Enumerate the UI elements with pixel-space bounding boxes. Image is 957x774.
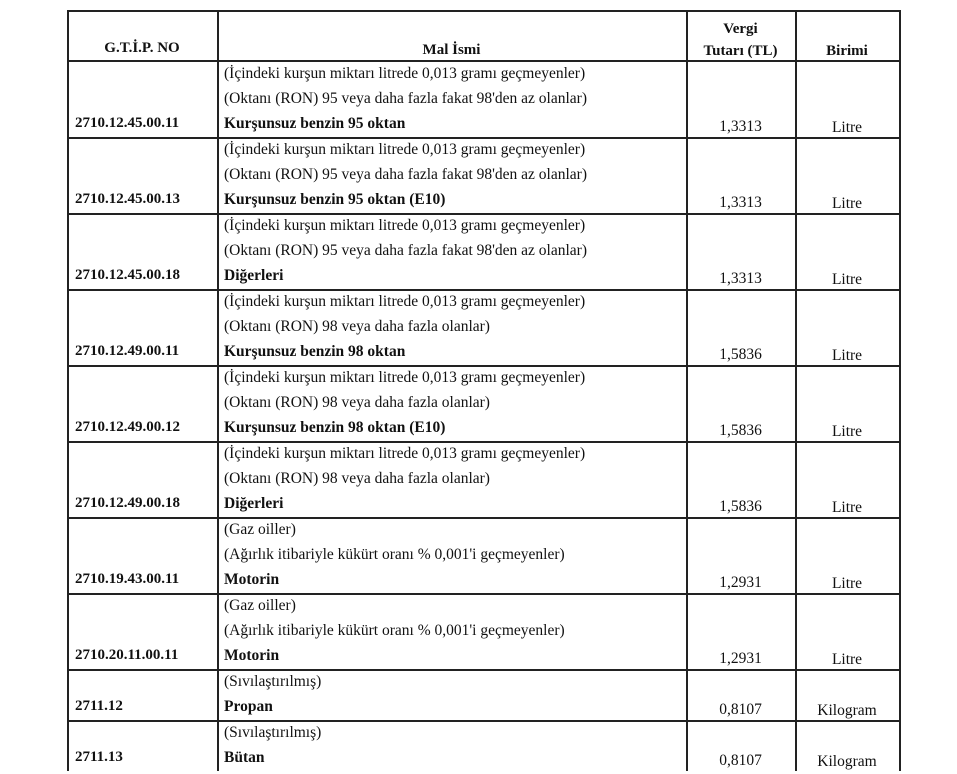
description-line: (Gaz oiller) [224, 521, 296, 538]
row-divider [67, 669, 901, 671]
tax-amount: 1,2931 [719, 650, 762, 667]
product-name: Diğerleri [224, 267, 284, 284]
gtip-code: 2711.12 [75, 698, 123, 714]
unit-value: Litre [831, 195, 863, 212]
description-line: (Gaz oiller) [224, 597, 296, 614]
gtip-code: 2710.12.49.00.12 [75, 419, 180, 435]
tax-amount: 1,5836 [719, 422, 762, 439]
gtip-code: 2710.12.49.00.18 [75, 495, 180, 511]
table-row [67, 213, 901, 289]
unit-value: Litre [831, 651, 863, 668]
tax-table [67, 10, 901, 771]
unit-value: Kilogram [817, 702, 877, 719]
tax-amount: 0,8107 [719, 701, 762, 718]
tax-amount: 1,3313 [719, 270, 762, 287]
description-line: (Oktanı (RON) 98 veya daha fazla olanlar) [224, 318, 490, 335]
description-line: (İçindeki kurşun miktarı litrede 0,013 gramı geçmeyenler) [224, 65, 586, 82]
row-divider [67, 137, 901, 139]
gtip-code: 2710.20.11.00.11 [75, 647, 179, 663]
unit-value: Litre [831, 347, 863, 364]
gtip-code: 2710.12.49.00.11 [75, 343, 180, 359]
table-row [67, 669, 901, 720]
description-line: (Ağırlık itibariyle kükürt oranı % 0,001'i geçmeyenler) [224, 622, 565, 639]
unit-value: Litre [831, 271, 863, 288]
table-row [67, 517, 901, 593]
unit-value: Litre [831, 575, 863, 592]
row-divider [67, 365, 901, 367]
description-line: (İçindeki kurşun miktarı litrede 0,013 gramı geçmeyenler) [224, 217, 586, 234]
product-name: Kurşunsuz benzin 95 oktan (E10) [224, 191, 446, 208]
row-divider [67, 441, 901, 443]
unit-value: Litre [831, 423, 863, 440]
table-row [67, 720, 901, 771]
product-name: Kurşunsuz benzin 98 oktan [224, 343, 406, 360]
gtip-code: 2710.12.45.00.18 [75, 267, 180, 283]
table-row [67, 441, 901, 517]
description-line: (Ağırlık itibariyle kükürt oranı % 0,001'i geçmeyenler) [224, 546, 565, 563]
gtip-code: 2710.19.43.00.11 [75, 571, 180, 587]
table-border-top [67, 10, 901, 12]
tax-amount: 1,3313 [719, 118, 762, 135]
unit-value: Litre [831, 119, 863, 136]
tax-amount: 1,2931 [719, 574, 762, 591]
table-row [67, 289, 901, 365]
unit-value: Litre [831, 499, 863, 516]
description-line: (Oktanı (RON) 95 veya daha fazla fakat 98'den az olanlar) [224, 90, 588, 107]
table-row [67, 365, 901, 441]
product-name: Motorin [224, 647, 280, 664]
description-line: (Sıvılaştırılmış) [224, 673, 322, 690]
description-line: (İçindeki kurşun miktarı litrede 0,013 gramı geçmeyenler) [224, 445, 586, 462]
table-row [67, 137, 901, 213]
row-divider [67, 720, 901, 722]
product-name: Kurşunsuz benzin 95 oktan [224, 115, 406, 132]
product-name: Diğerleri [224, 495, 284, 512]
tax-amount: 1,3313 [719, 194, 762, 211]
description-line: (İçindeki kurşun miktarı litrede 0,013 gramı geçmeyenler) [224, 141, 586, 158]
description-line: (Oktanı (RON) 95 veya daha fazla fakat 98'den az olanlar) [224, 166, 588, 183]
tax-amount: 0,8107 [719, 752, 762, 769]
product-name: Bütan [224, 749, 265, 766]
description-line: (İçindeki kurşun miktarı litrede 0,013 gramı geçmeyenler) [224, 293, 586, 310]
description-line: (Oktanı (RON) 95 veya daha fazla fakat 98'den az olanlar) [224, 242, 588, 259]
gtip-code: 2711.13 [75, 749, 123, 765]
gtip-code: 2710.12.45.00.11 [75, 115, 180, 131]
description-line: (Sıvılaştırılmış) [224, 724, 322, 741]
description-line: (Oktanı (RON) 98 veya daha fazla olanlar) [224, 470, 490, 487]
header-birimi: Birimi [826, 43, 868, 59]
header-vergi-tutari: Tutarı (TL) [703, 43, 778, 59]
description-line: (İçindeki kurşun miktarı litrede 0,013 gramı geçmeyenler) [224, 369, 586, 386]
row-divider [67, 213, 901, 215]
gtip-code: 2710.12.45.00.13 [75, 191, 180, 207]
product-name: Propan [224, 698, 273, 715]
row-divider [67, 289, 901, 291]
table-row [67, 60, 901, 137]
row-divider [67, 593, 901, 595]
product-name: Motorin [224, 571, 280, 588]
row-divider [67, 517, 901, 519]
product-name: Kurşunsuz benzin 98 oktan (E10) [224, 419, 446, 436]
header-gtip: G.T.İ.P. NO [104, 40, 180, 56]
tax-amount: 1,5836 [719, 346, 762, 363]
header-vergi: Vergi [723, 21, 758, 37]
unit-value: Kilogram [817, 753, 877, 770]
tax-amount: 1,5836 [719, 498, 762, 515]
header-mal-ismi: Mal İsmi [422, 42, 481, 58]
table-row [67, 593, 901, 669]
description-line: (Oktanı (RON) 98 veya daha fazla olanlar) [224, 394, 490, 411]
